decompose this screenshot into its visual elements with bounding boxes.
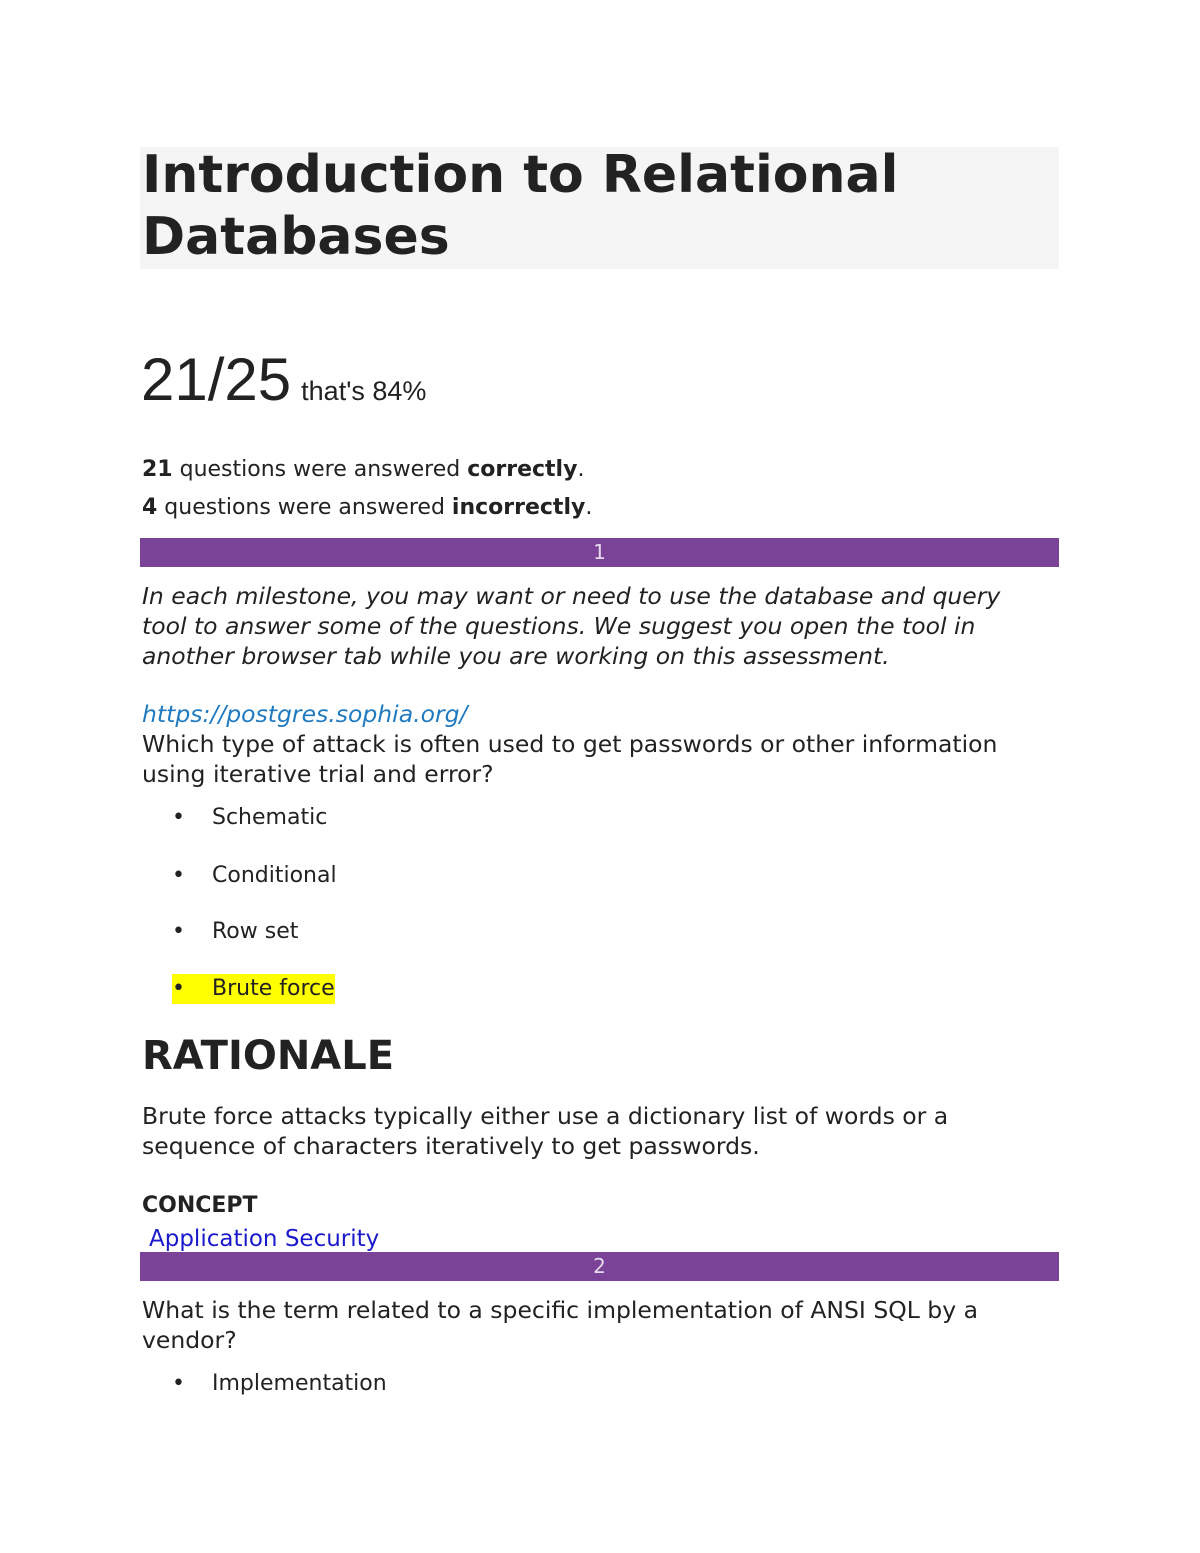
correct-word: correctly — [467, 457, 578, 482]
bullet-icon: • — [172, 863, 185, 888]
answer-option — [172, 861, 337, 891]
rationale-text: Brute force attacks typically either use a dictionary list of words or a sequence of characters iteratively to get passwords. — [142, 1102, 949, 1160]
answer-option — [172, 1369, 387, 1399]
option-label: Conditional — [212, 863, 337, 888]
option-label: Schematic — [212, 805, 328, 830]
answer-option — [172, 917, 298, 947]
incorrect-count: 4 — [142, 495, 158, 520]
incorrect-period: . — [585, 495, 593, 520]
incorrect-word: incorrectly — [451, 495, 586, 520]
concept-link[interactable]: Application Security — [149, 1226, 380, 1252]
incorrect-summary — [142, 493, 592, 523]
correct-period: . — [577, 457, 585, 482]
question-text: Which type of attack is often used to get passwords or other information using iterative trial and error? — [142, 730, 998, 788]
correct-summary — [142, 455, 584, 485]
incorrect-mid-text: questions were answered — [157, 495, 452, 520]
question-number-bar: 2 — [140, 1252, 1059, 1281]
correct-count: 21 — [142, 457, 173, 482]
concept-label: CONCEPT — [142, 1193, 258, 1218]
option-label: Brute force — [212, 976, 335, 1001]
option-label: Implementation — [212, 1371, 387, 1396]
answer-option — [172, 803, 327, 833]
page-title: Introduction to Relational Databases — [142, 145, 899, 267]
score-percent: that's 84% — [301, 376, 427, 406]
bullet-icon: • — [172, 805, 185, 830]
milestone-intro: In each milestone, you may want or need to use the database and query tool to answer some of the questions. We suggest you open the tool in another browser tab while you are working on this assessment. — [142, 582, 1001, 670]
question-number-bar: 1 — [140, 538, 1059, 567]
bullet-icon: • — [172, 1371, 185, 1396]
correct-mid-text: questions were answered — [172, 457, 468, 482]
score-fraction: 21/25 — [141, 346, 292, 413]
selected-answer-option — [172, 974, 335, 1004]
bullet-icon: • — [172, 976, 185, 1001]
rationale-heading: RATIONALE — [142, 1033, 395, 1079]
question-text: What is the term related to a specific implementation of ANSI SQL by a vendor? — [142, 1296, 978, 1354]
bullet-icon: • — [172, 919, 185, 944]
option-label: Row set — [212, 919, 299, 944]
score-line — [141, 340, 426, 420]
query-tool-link[interactable]: https://postgres.sophia.org/ — [142, 700, 468, 728]
